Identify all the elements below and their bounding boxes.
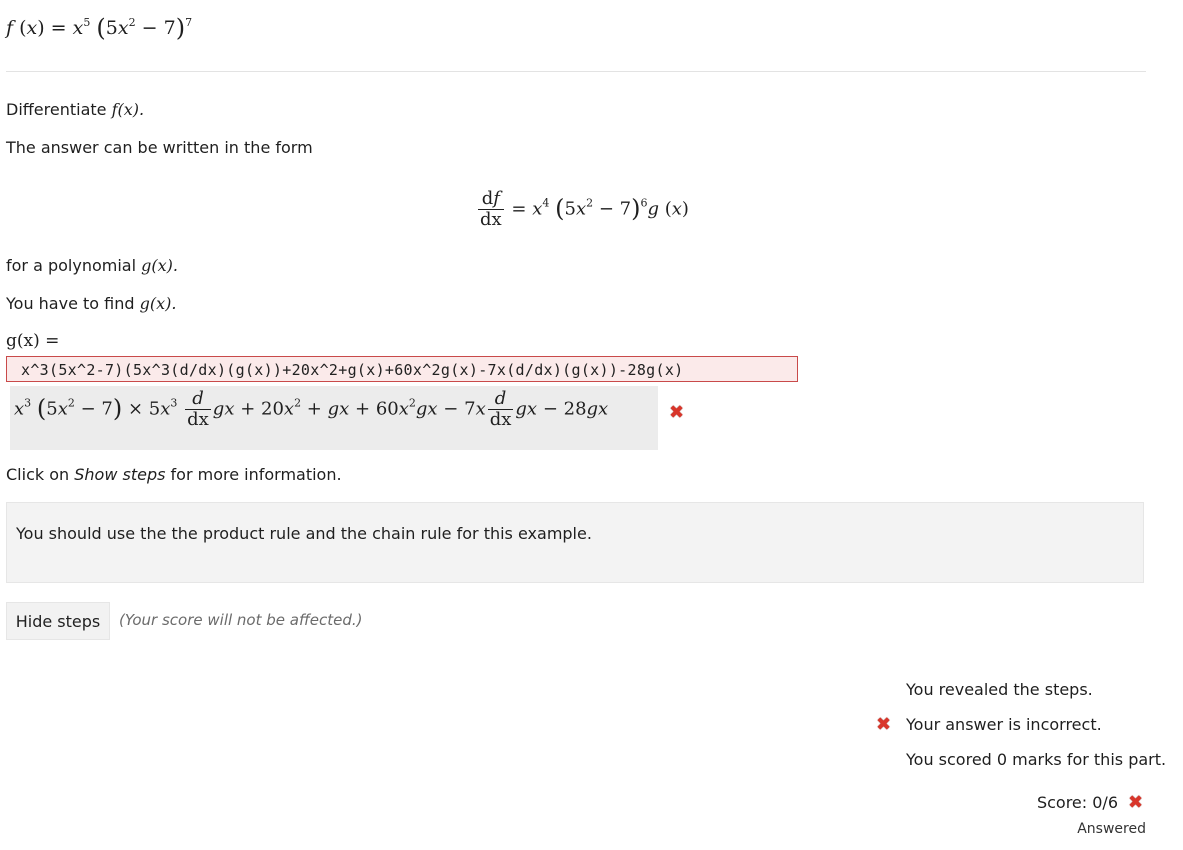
hide-steps-button[interactable]: Hide steps <box>6 602 110 640</box>
score-note: (Your score will not be affected.) <box>119 611 363 629</box>
marks-feedback: You scored 0 marks for this part. <box>906 750 1167 769</box>
polynomial-text: for a polynomial g(x). <box>6 256 178 275</box>
answer-preview-math: $x^3$ $(5x^2 - 7) \times 5x^3$ $\frac{d}{dx}$ gx + $20x^2$ + gx + $60x^2gx - 7x$ $\frac{d}{dx}$ gx − 28gx <box>14 388 609 430</box>
intro-text: Differentiate f(x). <box>6 100 145 119</box>
answer-input[interactable]: x^3(5x^2-7)(5x^3(d/dx)(g(x))+20x^2+g(x)+60x^2g(x)-7x(d/dx)(g(x))-28g(x) <box>6 356 798 382</box>
revealed-feedback: You revealed the steps. <box>906 680 1093 699</box>
answer-label: g(x) = <box>6 331 60 351</box>
incorrect-feedback: Your answer is incorrect. <box>906 715 1102 734</box>
derivative-form-equation: $\frac{df}{dx}$ = $x^4$ $(5x^2 - 7)^6g$ (x) <box>480 188 689 230</box>
cross-icon: ✖ <box>1128 792 1144 813</box>
divider <box>6 71 1146 72</box>
answered-status: Answered <box>1077 821 1146 837</box>
cross-icon: ✖ <box>876 714 892 735</box>
function-definition: f $(x) = x^5$ $(5x^2 - 7)^7$ <box>6 14 193 42</box>
form-text: The answer can be written in the form <box>6 138 313 157</box>
steps-prompt: Click on Show steps for more information. <box>6 465 342 484</box>
find-text: You have to find g(x). <box>6 294 177 313</box>
steps-panel <box>6 502 1144 583</box>
cross-icon: ✖ <box>669 402 685 423</box>
steps-hint-text: You should use the the product rule and the chain rule for this example. <box>16 524 592 543</box>
score-display: Score: 0/6 <box>1036 793 1118 812</box>
